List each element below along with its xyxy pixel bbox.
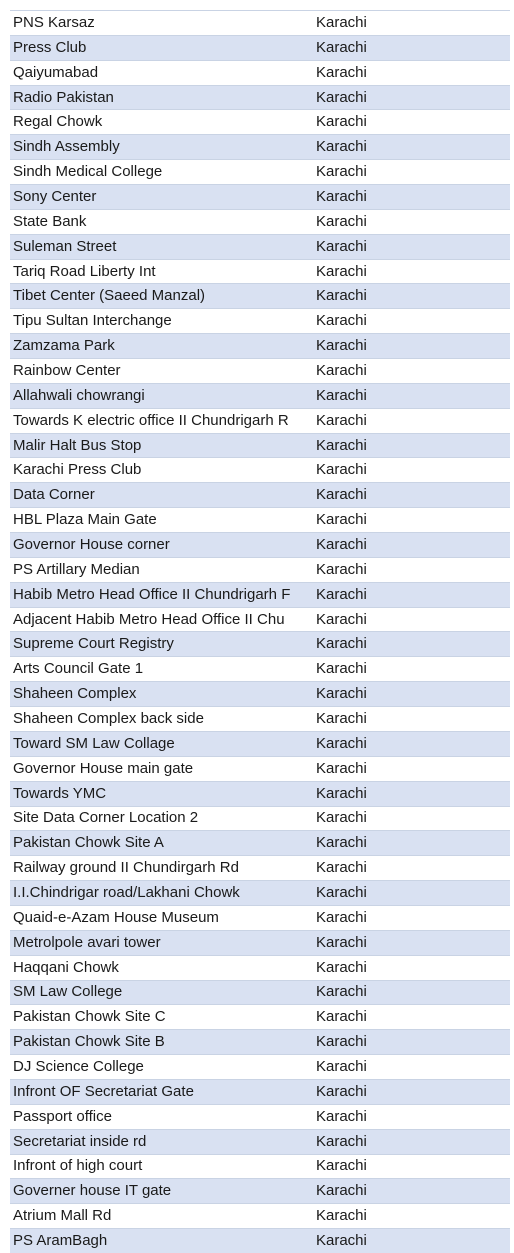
location-cell: Quaid-e-Azam House Museum: [10, 905, 313, 930]
location-cell: SM Law College: [10, 980, 313, 1005]
location-cell: Allahwali chowrangi: [10, 383, 313, 408]
location-cell: Pakistan Chowk Site C: [10, 1005, 313, 1030]
city-cell: Karachi: [313, 209, 510, 234]
location-cell: Sindh Assembly: [10, 135, 313, 160]
table-row: [10, 209, 510, 234]
city-cell: Karachi: [313, 234, 510, 259]
table-row: [10, 284, 510, 309]
location-cell: Pakistan Chowk Site B: [10, 1030, 313, 1055]
table-row: [10, 607, 510, 632]
location-cell: Habib Metro Head Office II Chundrigarh F: [10, 582, 313, 607]
city-cell: Karachi: [313, 35, 510, 60]
location-cell: Regal Chowk: [10, 110, 313, 135]
city-cell: Karachi: [313, 1104, 510, 1129]
location-cell: Toward SM Law Collage: [10, 731, 313, 756]
table-row: [10, 557, 510, 582]
city-cell: Karachi: [313, 1005, 510, 1030]
table-row: [10, 185, 510, 210]
location-cell: Governor House main gate: [10, 756, 313, 781]
city-cell: Karachi: [313, 682, 510, 707]
table-row: [10, 707, 510, 732]
table-row: [10, 1005, 510, 1030]
table-row: [10, 905, 510, 930]
location-cell: Governor House corner: [10, 533, 313, 558]
location-cell: Tibet Center (Saeed Manzal): [10, 284, 313, 309]
location-cell: Atrium Mall Rd: [10, 1204, 313, 1229]
city-cell: Karachi: [313, 458, 510, 483]
location-cell: Haqqani Chowk: [10, 955, 313, 980]
location-cell: Sony Center: [10, 185, 313, 210]
location-cell: I.I.Chindrigar road/Lakhani Chowk: [10, 881, 313, 906]
table-row: [10, 458, 510, 483]
location-cell: Tariq Road Liberty Int: [10, 259, 313, 284]
city-cell: Karachi: [313, 806, 510, 831]
location-cell: Towards YMC: [10, 781, 313, 806]
city-cell: Karachi: [313, 707, 510, 732]
city-cell: Karachi: [313, 557, 510, 582]
table-row: [10, 60, 510, 85]
city-cell: Karachi: [313, 955, 510, 980]
city-cell: Karachi: [313, 433, 510, 458]
city-cell: Karachi: [313, 359, 510, 384]
city-cell: Karachi: [313, 1204, 510, 1229]
table-row: [10, 1179, 510, 1204]
city-cell: Karachi: [313, 582, 510, 607]
table-row: [10, 508, 510, 533]
city-cell: Karachi: [313, 905, 510, 930]
location-cell: Karachi Press Club: [10, 458, 313, 483]
location-cell: Tipu Sultan Interchange: [10, 309, 313, 334]
city-cell: Karachi: [313, 731, 510, 756]
city-cell: Karachi: [313, 185, 510, 210]
city-cell: Karachi: [313, 607, 510, 632]
table-row: [10, 160, 510, 185]
table-body: [10, 11, 510, 1253]
table-row: [10, 135, 510, 160]
table-row: [10, 881, 510, 906]
location-cell: Towards K electric office II Chundrigarh R: [10, 408, 313, 433]
table-row: [10, 731, 510, 756]
location-cell: Metrolpole avari tower: [10, 930, 313, 955]
location-cell: Railway ground II Chundirgarh Rd: [10, 856, 313, 881]
location-cell: PNS Karsaz: [10, 11, 313, 36]
location-cell: Shaheen Complex: [10, 682, 313, 707]
location-cell: State Bank: [10, 209, 313, 234]
city-cell: Karachi: [313, 980, 510, 1005]
table-row: [10, 259, 510, 284]
city-cell: Karachi: [313, 881, 510, 906]
location-cell: Press Club: [10, 35, 313, 60]
location-cell: Suleman Street: [10, 234, 313, 259]
table-row: [10, 1030, 510, 1055]
city-cell: Karachi: [313, 334, 510, 359]
table-row: [10, 1229, 510, 1253]
location-table: [10, 10, 510, 1253]
location-cell: Qaiyumabad: [10, 60, 313, 85]
table-row: [10, 359, 510, 384]
city-cell: Karachi: [313, 284, 510, 309]
table-row: [10, 1104, 510, 1129]
table-row: [10, 309, 510, 334]
city-cell: Karachi: [313, 1179, 510, 1204]
location-cell: Rainbow Center: [10, 359, 313, 384]
table-row: [10, 433, 510, 458]
table-row: [10, 383, 510, 408]
city-cell: Karachi: [313, 1154, 510, 1179]
city-cell: Karachi: [313, 160, 510, 185]
location-cell: DJ Science College: [10, 1055, 313, 1080]
location-cell: Governer house IT gate: [10, 1179, 313, 1204]
city-cell: Karachi: [313, 483, 510, 508]
location-sheet: [10, 10, 510, 1253]
city-cell: Karachi: [313, 135, 510, 160]
table-row: [10, 1154, 510, 1179]
table-row: [10, 1129, 510, 1154]
city-cell: Karachi: [313, 831, 510, 856]
table-row: [10, 632, 510, 657]
table-row: [10, 334, 510, 359]
table-row: [10, 1079, 510, 1104]
table-row: [10, 85, 510, 110]
city-cell: Karachi: [313, 1129, 510, 1154]
city-cell: Karachi: [313, 756, 510, 781]
table-row: [10, 806, 510, 831]
city-cell: Karachi: [313, 1229, 510, 1253]
location-cell: Arts Council Gate 1: [10, 657, 313, 682]
city-cell: Karachi: [313, 508, 510, 533]
table-row: [10, 682, 510, 707]
location-cell: Pakistan Chowk Site A: [10, 831, 313, 856]
table-row: [10, 483, 510, 508]
table-row: [10, 831, 510, 856]
location-cell: Data Corner: [10, 483, 313, 508]
table-row: [10, 781, 510, 806]
table-row: [10, 11, 510, 36]
city-cell: Karachi: [313, 309, 510, 334]
city-cell: Karachi: [313, 856, 510, 881]
location-cell: Sindh Medical College: [10, 160, 313, 185]
city-cell: Karachi: [313, 11, 510, 36]
location-cell: Supreme Court Registry: [10, 632, 313, 657]
city-cell: Karachi: [313, 85, 510, 110]
location-cell: Radio Pakistan: [10, 85, 313, 110]
location-cell: Adjacent Habib Metro Head Office II Chu: [10, 607, 313, 632]
table-row: [10, 657, 510, 682]
table-row: [10, 1204, 510, 1229]
city-cell: Karachi: [313, 110, 510, 135]
city-cell: Karachi: [313, 930, 510, 955]
location-cell: Passport office: [10, 1104, 313, 1129]
location-cell: HBL Plaza Main Gate: [10, 508, 313, 533]
table-row: [10, 582, 510, 607]
table-row: [10, 1055, 510, 1080]
city-cell: Karachi: [313, 632, 510, 657]
city-cell: Karachi: [313, 1055, 510, 1080]
location-cell: Malir Halt Bus Stop: [10, 433, 313, 458]
location-cell: Infront OF Secretariat Gate: [10, 1079, 313, 1104]
table-row: [10, 756, 510, 781]
table-row: [10, 234, 510, 259]
location-cell: PS AramBagh: [10, 1229, 313, 1253]
table-row: [10, 930, 510, 955]
location-cell: Shaheen Complex back side: [10, 707, 313, 732]
city-cell: Karachi: [313, 657, 510, 682]
city-cell: Karachi: [313, 60, 510, 85]
location-cell: Zamzama Park: [10, 334, 313, 359]
city-cell: Karachi: [313, 1030, 510, 1055]
location-cell: Secretariat inside rd: [10, 1129, 313, 1154]
table-row: [10, 110, 510, 135]
table-row: [10, 955, 510, 980]
table-row: [10, 408, 510, 433]
city-cell: Karachi: [313, 781, 510, 806]
table-row: [10, 533, 510, 558]
city-cell: Karachi: [313, 408, 510, 433]
table-row: [10, 980, 510, 1005]
table-row: [10, 856, 510, 881]
city-cell: Karachi: [313, 533, 510, 558]
table-row: [10, 35, 510, 60]
location-cell: PS Artillary Median: [10, 557, 313, 582]
city-cell: Karachi: [313, 383, 510, 408]
city-cell: Karachi: [313, 1079, 510, 1104]
location-cell: Infront of high court: [10, 1154, 313, 1179]
city-cell: Karachi: [313, 259, 510, 284]
location-cell: Site Data Corner Location 2: [10, 806, 313, 831]
